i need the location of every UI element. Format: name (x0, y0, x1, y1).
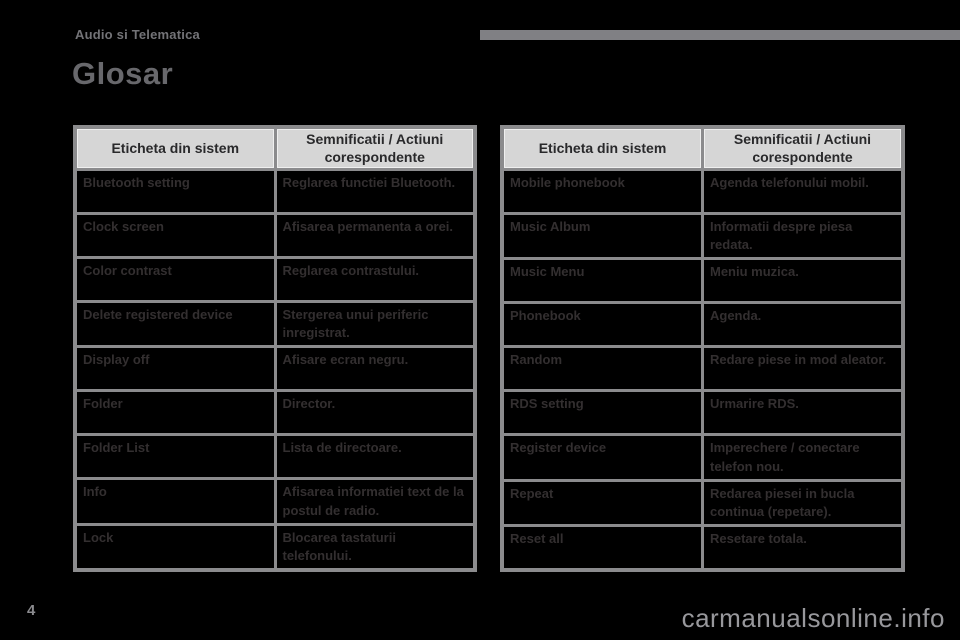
page-title: Glosar (72, 56, 174, 91)
glossary-definition: Meniu muzica. (703, 259, 904, 303)
column-header-meaning-line2: corespondente (324, 148, 425, 165)
glossary-definition: Afisarea permanenta a orei. (275, 214, 475, 258)
glossary-definition: Reglarea functiei Bluetooth. (275, 170, 475, 214)
column-header-label: Eticheta din sistem (502, 127, 703, 170)
glossary-definition: Agenda. (703, 303, 904, 347)
glossary-definition: Blocarea tastaturii telefonului. (275, 524, 475, 570)
glossary-definition: Lista de directoare. (275, 435, 475, 479)
glossary-term: Folder List (75, 435, 275, 479)
table-header-row (502, 127, 903, 170)
glossary-definition: Redarea piesei in bucla continua (repetare). (703, 480, 904, 525)
glossary-definition: Redare piese in mod aleator. (703, 347, 904, 391)
table-row (75, 170, 475, 214)
glossary-definition: Imperechere / conectare telefon nou. (703, 435, 904, 480)
glossary-term: Music Menu (502, 259, 703, 303)
table-header-row (75, 127, 475, 170)
glossary-definition: Afisare ecran negru. (275, 347, 475, 391)
table-row (502, 526, 903, 570)
column-header-meaning (703, 127, 904, 170)
glossary-term: Info (75, 479, 275, 524)
glossary-term: Random (502, 347, 703, 391)
table-row (75, 302, 475, 347)
table-row (75, 524, 475, 570)
glossary-term: Display off (75, 347, 275, 391)
glossary-term: Reset all (502, 526, 703, 570)
glossary-term: Music Album (502, 214, 703, 259)
glossary-definition: Reglarea contrastului. (275, 258, 475, 302)
table-row (75, 347, 475, 391)
glossary-term: Register device (502, 435, 703, 480)
glossary-definition: Afisarea informatiei text de la postul de radio. (275, 479, 475, 524)
page-number: 4 (27, 602, 36, 619)
table-row (502, 435, 903, 480)
watermark-link[interactable]: carmanualsonline.info (681, 603, 945, 633)
glossary-term: Clock screen (75, 214, 275, 258)
table-row (502, 480, 903, 525)
table-row (502, 259, 903, 303)
glossary-definition: Agenda telefonului mobil. (703, 170, 904, 214)
table-row (502, 214, 903, 259)
glossary-term: Mobile phonebook (502, 170, 703, 214)
glossary-term: Delete registered device (75, 302, 275, 347)
section-breadcrumb: Audio si Telematica (75, 27, 200, 42)
table-row (502, 347, 903, 391)
glossary-table-right (500, 125, 905, 572)
table-row (502, 170, 903, 214)
glossary-definition: Resetare totala. (703, 526, 904, 570)
glossary-term: Folder (75, 391, 275, 435)
glossary-definition: Director. (275, 391, 475, 435)
table-row (75, 258, 475, 302)
column-header-meaning (275, 127, 475, 170)
table-row (75, 479, 475, 524)
glossary-term: Bluetooth setting (75, 170, 275, 214)
table-row (75, 435, 475, 479)
glossary-term: Lock (75, 524, 275, 570)
table-row (75, 214, 475, 258)
header-accent-bar (480, 30, 960, 40)
glossary-table-left (73, 125, 477, 572)
column-header-meaning-line2: corespondente (752, 148, 853, 165)
table-row (502, 303, 903, 347)
column-header-meaning-line1: Semnificatii / Actiuni (733, 131, 872, 147)
glossary-term: Repeat (502, 480, 703, 525)
glossary-term: Phonebook (502, 303, 703, 347)
glossary-term: RDS setting (502, 391, 703, 435)
table-row (502, 391, 903, 435)
column-header-meaning-line1: Semnificatii / Actiuni (306, 131, 444, 147)
glossary-definition: Informatii despre piesa redata. (703, 214, 904, 259)
table-row (75, 391, 475, 435)
glossary-definition: Stergerea unui periferic inregistrat. (275, 302, 475, 347)
glossary-definition: Urmarire RDS. (703, 391, 904, 435)
column-header-label: Eticheta din sistem (75, 127, 275, 170)
glossary-term: Color contrast (75, 258, 275, 302)
